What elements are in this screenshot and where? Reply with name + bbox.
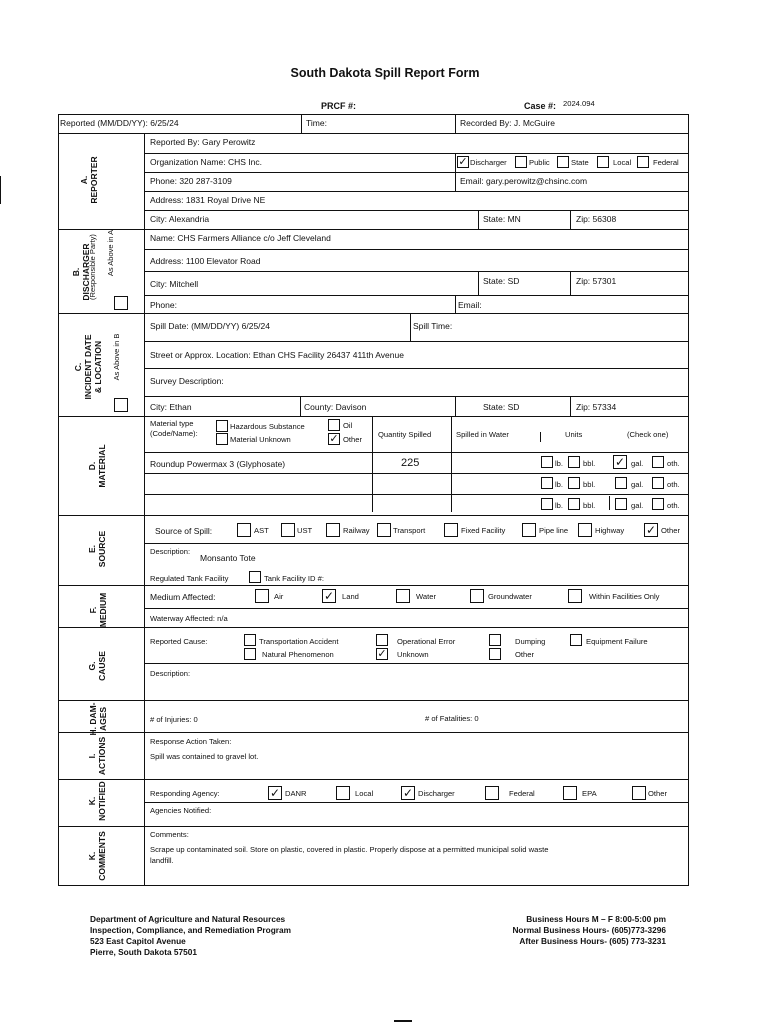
- source-label: Source of Spill:: [155, 526, 213, 536]
- source-description: Monsanto Tote: [200, 553, 256, 563]
- unit-oth-row1[interactable]: [652, 456, 664, 468]
- section-b-sub: (Responsible Party): [88, 234, 97, 300]
- agency-local-checkbox[interactable]: [336, 786, 350, 800]
- time-label: Time:: [306, 118, 327, 128]
- type-public-label: Public: [529, 158, 550, 167]
- footer-normal-hours: Normal Business Hours- (605)773-3296: [512, 925, 666, 935]
- reported-date-label: Reported (MM/DD/YY): 6/25/24: [60, 118, 179, 128]
- cause-unknown-checkbox[interactable]: ✓: [377, 648, 387, 660]
- source-other-checkbox[interactable]: ✓: [645, 523, 657, 537]
- source-ust-label: UST: [297, 526, 313, 535]
- unit-lb-label-row1: lb.: [555, 459, 564, 468]
- unit-bbl-label-row1: bbl.: [583, 459, 596, 468]
- case-value: 2024.094: [563, 99, 595, 108]
- cause-natural-label: Natural Phenomenon: [262, 650, 334, 659]
- footer-dept: Department of Agriculture and Natural Resources: [90, 914, 286, 924]
- oil-label: Oil: [343, 421, 353, 430]
- cause-equipment-checkbox[interactable]: [570, 634, 582, 646]
- source-ust-checkbox[interactable]: [281, 523, 295, 537]
- unit-oth-label-row1: oth.: [667, 459, 680, 468]
- check-one-label: (Check one): [627, 430, 669, 439]
- spill-location: Street or Approx. Location: Ethan CHS Facility 26437 411th Avenue: [150, 350, 404, 360]
- footer-after-hours: After Business Hours- (605) 773-3231: [519, 936, 666, 946]
- source-other-label: Other: [661, 526, 680, 535]
- spill-date: Spill Date: (MM/DD/YY) 6/25/24: [150, 321, 271, 331]
- section-notified-label: K. NOTIFIED: [87, 781, 107, 821]
- material-qty-row1: 225: [401, 457, 420, 469]
- material-unknown-checkbox[interactable]: [216, 433, 228, 445]
- type-state-label: State: [571, 158, 589, 167]
- responding-agency-label: Responding Agency:: [150, 789, 220, 798]
- prcf-label: PRCF #:: [321, 101, 357, 111]
- reporter-city: City: Alexandria: [150, 214, 210, 224]
- section-h-label: H. DAM- AGES: [88, 702, 108, 736]
- type-public-checkbox[interactable]: [515, 156, 527, 168]
- reporter-state: State: MN: [483, 214, 521, 224]
- section-b-as-above: As Above in A: [106, 229, 115, 277]
- cause-operational-checkbox[interactable]: [376, 634, 388, 646]
- agency-local-label: Local: [355, 789, 374, 798]
- section-d-label: D. MATERIAL: [87, 444, 107, 488]
- material-unknown-label: Material Unknown: [230, 435, 291, 444]
- regulated-tank-label: Regulated Tank Facility: [150, 574, 229, 583]
- fatalities: # of Fatalities: 0: [425, 714, 479, 723]
- injuries: # of Injuries: 0: [150, 715, 198, 724]
- cause-description-label: Description:: [150, 669, 191, 678]
- org-name: Organization Name: CHS Inc.: [150, 157, 262, 167]
- medium-air-checkbox[interactable]: [255, 589, 269, 603]
- survey-description-label: Survey Description:: [150, 376, 224, 386]
- unit-gal-label-row1: gal.: [631, 459, 644, 468]
- discharger-email: Email:: [458, 300, 482, 310]
- hazardous-substance-label: Hazardous Substance: [230, 422, 305, 431]
- spilled-in-water-label: Spilled in Water: [456, 430, 509, 439]
- type-local-checkbox[interactable]: [597, 156, 609, 168]
- material-name-row1: Roundup Powermax 3 (Glyphosate): [150, 459, 286, 469]
- cause-label: Reported Cause:: [150, 637, 208, 646]
- unit-bbl-label-row2: bbl.: [583, 480, 596, 489]
- source-highway-label: Highway: [595, 526, 625, 535]
- unit-gal-row3[interactable]: [615, 498, 627, 510]
- source-railway-label: Railway: [343, 526, 370, 535]
- discharger-city: City: Mitchell: [150, 279, 199, 289]
- response-action-label: Response Action Taken:: [150, 737, 232, 746]
- medium-within-facilities-checkbox[interactable]: [568, 589, 582, 603]
- unit-bbl-row3[interactable]: [568, 498, 580, 510]
- medium-water-label: Water: [416, 592, 436, 601]
- agency-danr-label: DANR: [285, 789, 307, 798]
- footer-city: Pierre, South Dakota 57501: [90, 947, 197, 957]
- discharger-address: Address: 1100 Elevator Road: [150, 256, 261, 266]
- form-title: South Dakota Spill Report Form: [290, 66, 480, 80]
- reported-by: Reported By: Gary Perowitz: [150, 137, 256, 147]
- medium-groundwater-checkbox[interactable]: [470, 589, 484, 603]
- medium-air-label: Air: [274, 592, 284, 601]
- incident-county: County: Davison: [304, 402, 367, 412]
- section-k-label: K. COMMENTS: [87, 831, 107, 881]
- source-ast-checkbox[interactable]: [237, 523, 251, 537]
- page-mark: [394, 1020, 412, 1022]
- unit-lb-row1[interactable]: [541, 456, 553, 468]
- unit-bbl-row2[interactable]: [568, 477, 580, 489]
- source-highway-checkbox[interactable]: [578, 523, 592, 537]
- unit-gal-label-row3: gal.: [631, 501, 644, 510]
- comments-text-line2: landfill.: [150, 856, 174, 865]
- agency-epa-label: EPA: [582, 789, 597, 798]
- unit-bbl-row1[interactable]: [568, 456, 580, 468]
- cause-dumping-label: Dumping: [515, 637, 546, 646]
- unit-lb-label-row3: lb.: [555, 501, 564, 510]
- medium-land-label: Land: [342, 592, 359, 601]
- type-local-label: Local: [613, 158, 632, 167]
- reporter-zip: Zip: 56308: [576, 214, 617, 224]
- unit-gal-label-row2: gal.: [631, 480, 644, 489]
- oil-checkbox[interactable]: [328, 419, 340, 431]
- agency-other-checkbox[interactable]: [632, 786, 646, 800]
- agency-discharger-label: Discharger: [418, 789, 455, 798]
- source-transport-label: Transport: [393, 526, 426, 535]
- footer-hours-block: [480, 914, 666, 947]
- agency-federal-checkbox[interactable]: [485, 786, 499, 800]
- medium-within-facilities-label: Within Facilities Only: [589, 592, 660, 601]
- section-c-label: C. INCIDENT DATE & LOCATION: [73, 334, 103, 400]
- cause-other-label: Other: [515, 650, 534, 659]
- reporter-phone: Phone: 320 287-3109: [150, 176, 232, 186]
- medium-label: Medium Affected:: [150, 592, 216, 602]
- unit-lb-label-row2: lb.: [555, 480, 564, 489]
- other-material-checkbox[interactable]: ✓: [329, 433, 339, 445]
- unit-bbl-label-row3: bbl.: [583, 501, 596, 510]
- section-g-label: G. CAUSE: [87, 651, 107, 681]
- agency-other-label: Other: [648, 789, 667, 798]
- discharger-state: State: SD: [483, 276, 520, 286]
- agency-danr-checkbox[interactable]: ✓: [269, 786, 281, 800]
- cause-operational-label: Operational Error: [397, 637, 456, 646]
- source-railway-checkbox[interactable]: [326, 523, 340, 537]
- type-federal-label: Federal: [653, 158, 679, 167]
- incident-state: State: SD: [483, 402, 520, 412]
- cause-dumping-checkbox[interactable]: [489, 634, 501, 646]
- discharger-phone: Phone:: [150, 300, 177, 310]
- medium-groundwater-label: Groundwater: [488, 592, 532, 601]
- section-b-label: B. DISCHARGER: [71, 243, 91, 301]
- medium-water-checkbox[interactable]: [396, 589, 410, 603]
- recorded-by: Recorded By: J. McGuire: [460, 118, 555, 128]
- reporter-email: Email: gary.perowitz@chsinc.com: [460, 176, 588, 186]
- cause-natural-checkbox[interactable]: [244, 648, 256, 660]
- comments-text-line1: Scrape up contaminated soil. Store on plastic, covered in plastic. Properly dispose at a permitted municipal solid waste: [150, 845, 549, 854]
- quantity-spilled-label: Quantity Spilled: [378, 430, 432, 439]
- cause-transportation-checkbox[interactable]: [244, 634, 256, 646]
- cause-equipment-label: Equipment Failure: [586, 637, 648, 646]
- section-f-label: F. MEDIUM: [88, 592, 108, 628]
- cause-transportation-label: Transportation Accident: [259, 637, 339, 646]
- unit-gal-row2[interactable]: [615, 477, 627, 489]
- unit-oth-label-row3: oth.: [667, 501, 680, 510]
- footer-street: 523 East Capitol Avenue: [90, 936, 186, 946]
- source-transport-checkbox[interactable]: [377, 523, 391, 537]
- section-c-as-above: As Above in B: [112, 333, 121, 381]
- cause-other-checkbox[interactable]: [489, 648, 501, 660]
- unit-oth-row2[interactable]: [652, 477, 664, 489]
- cause-unknown-label: Unknown: [397, 650, 429, 659]
- discharger-name: Name: CHS Farmers Alliance c/o Jeff Cleveland: [150, 233, 331, 243]
- hazardous-substance-checkbox[interactable]: [216, 420, 228, 432]
- regulated-tank-checkbox[interactable]: [249, 571, 261, 583]
- source-fixed-facility-checkbox[interactable]: [444, 523, 458, 537]
- unit-oth-row3[interactable]: [652, 498, 664, 510]
- unit-lb-row3[interactable]: [541, 498, 553, 510]
- unit-gal-row1[interactable]: ✓: [614, 455, 626, 469]
- comments-label: Comments:: [150, 830, 189, 839]
- section-a-label: A. REPORTER: [79, 156, 99, 204]
- spill-time-label: Spill Time:: [413, 321, 453, 331]
- type-state-checkbox[interactable]: [557, 156, 569, 168]
- source-pipeline-checkbox[interactable]: [522, 523, 536, 537]
- unit-lb-row2[interactable]: [541, 477, 553, 489]
- response-action-text: Spill was contained to gravel lot.: [150, 752, 259, 761]
- footer-program: Inspection, Compliance, and Remediation Program: [90, 925, 292, 935]
- source-pipeline-label: Pipe line: [539, 526, 569, 535]
- medium-land-checkbox[interactable]: ✓: [323, 589, 335, 603]
- source-description-label: Description:: [150, 547, 191, 556]
- incident-zip: Zip: 57334: [576, 402, 617, 412]
- unit-oth-label-row2: oth.: [667, 480, 680, 489]
- section-i-label: I. ACTIONS: [87, 736, 107, 776]
- source-fixed-facility-label: Fixed Facility: [461, 526, 506, 535]
- waterway-affected: Waterway Affected: n/a: [150, 614, 228, 623]
- other-material-label: Other: [343, 435, 362, 444]
- tank-facility-id-label: Tank Facility ID #:: [264, 574, 324, 583]
- incident-city: City: Ethan: [150, 402, 192, 412]
- material-type-label: Material type (Code/Name):: [150, 419, 198, 438]
- agency-epa-checkbox[interactable]: [563, 786, 577, 800]
- source-ast-label: AST: [254, 526, 269, 535]
- agency-discharger-checkbox[interactable]: ✓: [402, 786, 414, 800]
- type-discharger-checkbox[interactable]: ✓: [458, 156, 468, 168]
- reporter-address: Address: 1831 Royal Drive NE: [150, 195, 266, 205]
- footer-address-block: [90, 914, 291, 958]
- type-federal-checkbox[interactable]: [637, 156, 649, 168]
- units-label: Units: [565, 430, 583, 439]
- footer-hours: Business Hours M – F 8:00-5:00 pm: [526, 914, 666, 924]
- case-label: Case #:: [524, 101, 557, 111]
- agencies-notified-label: Agencies Notified:: [150, 806, 212, 815]
- scan-mark: [0, 176, 1, 204]
- agency-federal-label: Federal: [509, 789, 535, 798]
- discharger-zip: Zip: 57301: [576, 276, 617, 286]
- c-as-above-checkbox[interactable]: [114, 398, 128, 412]
- section-e-label: E. SOURCE: [87, 530, 107, 568]
- type-discharger-label: Discharger: [470, 158, 507, 167]
- b-as-above-checkbox[interactable]: [114, 296, 128, 310]
